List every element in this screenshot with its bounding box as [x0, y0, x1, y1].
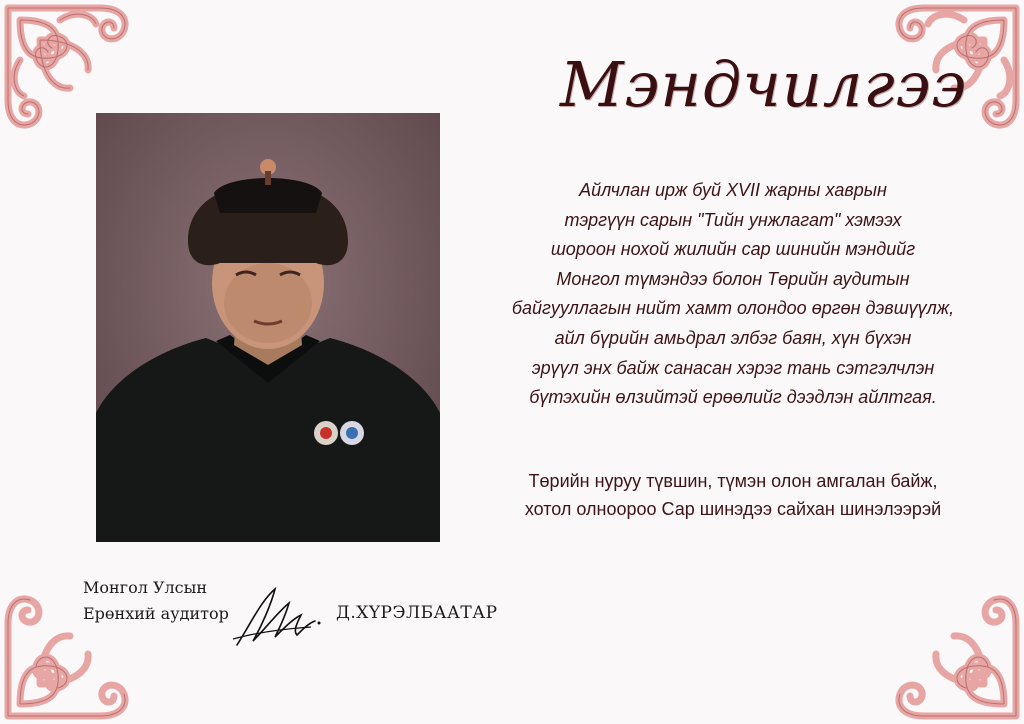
wish-line: Төрийн нуруу түвшин, түмэн олон амгалан байж, [528, 471, 938, 491]
portrait-photo [96, 113, 440, 542]
greeting-line: тэргүүн сарын "Тийн унжлагат" хэмээх [564, 209, 902, 230]
greeting-line: байгууллагын нийт хамт олондоо өргөн дэвшүүлж, [511, 298, 955, 319]
greeting-line: Айлчлан ирж буй XVII жарны хаврын [579, 180, 887, 200]
greeting-line: айл бүрийн амьдрал элбэг баян, хүн бүхэн [554, 327, 912, 348]
corner-ornament-bottom-right [884, 584, 1024, 724]
handwritten-signature [231, 583, 321, 653]
greeting-text [468, 176, 998, 413]
signer-name: Д.ХҮРЭЛБААТАР [336, 603, 498, 623]
greeting-line: Монгол түмэндээ болон Төрийн аудитын [556, 268, 910, 289]
greeting-line: шороон нохой жилийн сар шинийн мэндийг [550, 239, 916, 260]
closing-wish [468, 467, 998, 523]
page-title: Мэндчилгээ [560, 48, 968, 121]
position-line-1: Монгол Улсын [83, 578, 208, 597]
wish-line: хотол олноороо Сар шинэдээ сайхан шинэлээрэй [524, 499, 942, 519]
greeting-line: бүтэхийн өлзийтэй ерөөлийг дээдлэн айлтгая. [529, 387, 937, 408]
position-line-2: Ерөнхий аудитор [83, 604, 229, 623]
greeting-line: эрүүл энх байж санасан хэрэг тань сэтгэлчлэн [531, 357, 935, 378]
